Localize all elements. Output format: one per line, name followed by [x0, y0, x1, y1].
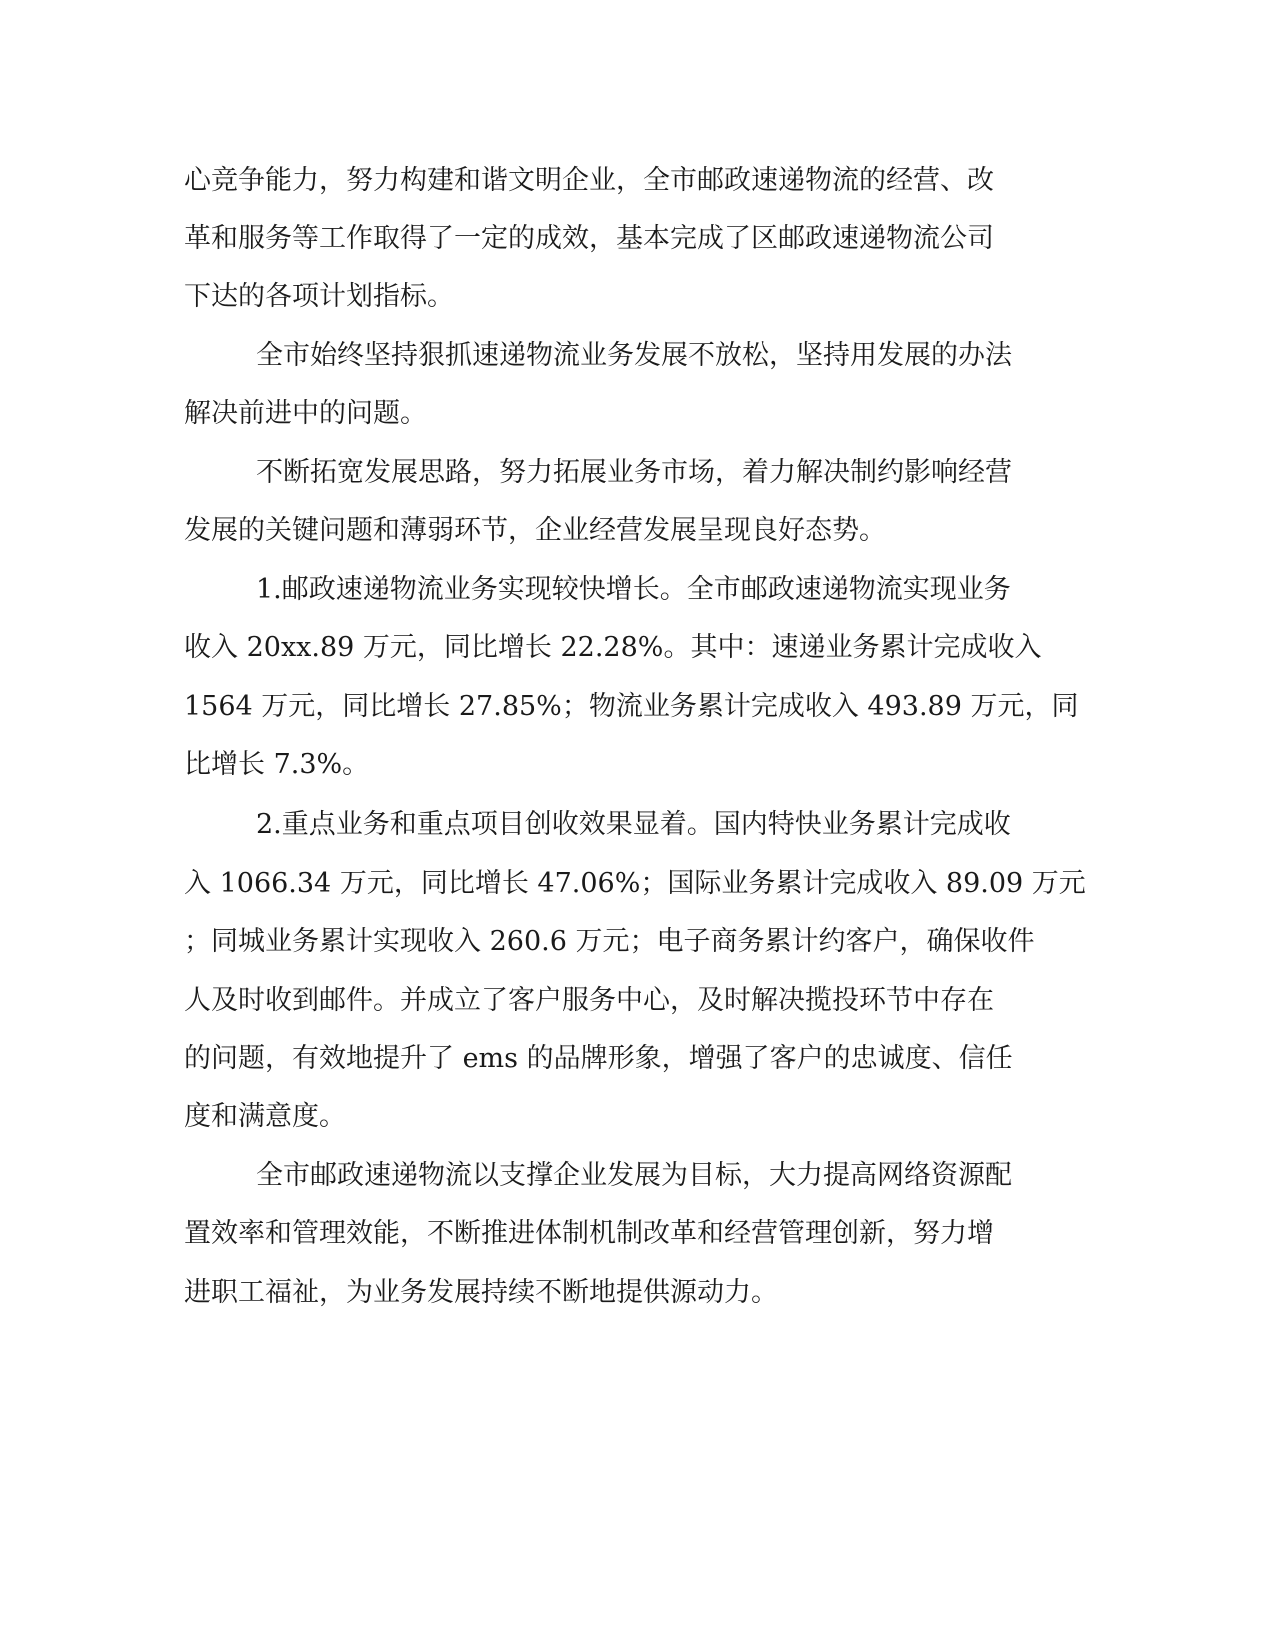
- text-line: 比增长 7.3%。: [184, 749, 370, 780]
- text-line: ；同城业务累计实现收入 260.6 万元；电子商务累计约客户，确保收件: [184, 926, 1035, 957]
- text-line: 入 1066.34 万元，同比增长 47.06%；国际业务累计完成收入 89.09 万元: [184, 868, 1086, 899]
- paragraph-first-line: 全市邮政速递物流以支撑企业发展为目标，大力提高网络资源配: [256, 1160, 1012, 1191]
- paragraph-first-line: 不断拓宽发展思路，努力拓展业务市场，着力解决制约影响经营: [256, 457, 1012, 488]
- text-line: 度和满意度。: [184, 1101, 346, 1132]
- text-line: 心竞争能力，努力构建和谐文明企业，全市邮政速递物流的经营、改: [184, 165, 994, 196]
- text-line: 进职工福祉，为业务发展持续不断地提供源动力。: [184, 1277, 778, 1308]
- paragraph-first-line: 全市始终坚持狠抓速递物流业务发展不放松，坚持用发展的办法: [256, 340, 1012, 371]
- text-line: 人及时收到邮件。并成立了客户服务中心，及时解决揽投环节中存在: [184, 985, 994, 1016]
- paragraph-first-line: 2.重点业务和重点项目创收效果显着。国内特快业务累计完成收: [256, 809, 1011, 840]
- text-line: 1564 万元，同比增长 27.85%；物流业务累计完成收入 493.89 万元，同: [184, 691, 1079, 722]
- text-line: 革和服务等工作取得了一定的成效，基本完成了区邮政速递物流公司: [184, 223, 994, 254]
- text-line: 置效率和管理效能，不断推进体制机制改革和经营管理创新，努力增: [184, 1218, 994, 1249]
- text-line: 解决前进中的问题。: [184, 398, 427, 429]
- text-line: 发展的关键问题和薄弱环节，企业经营发展呈现良好态势。: [184, 515, 886, 546]
- paragraph-first-line: 1.邮政速递物流业务实现较快增长。全市邮政速递物流实现业务: [256, 574, 1011, 605]
- text-line: 收入 20xx.89 万元，同比增长 22.28%。其中：速递业务累计完成收入: [184, 632, 1042, 663]
- text-line: 下达的各项计划指标。: [184, 281, 454, 312]
- text-line: 的问题，有效地提升了 ems 的品牌形象，增强了客户的忠诚度、信任: [184, 1043, 1013, 1074]
